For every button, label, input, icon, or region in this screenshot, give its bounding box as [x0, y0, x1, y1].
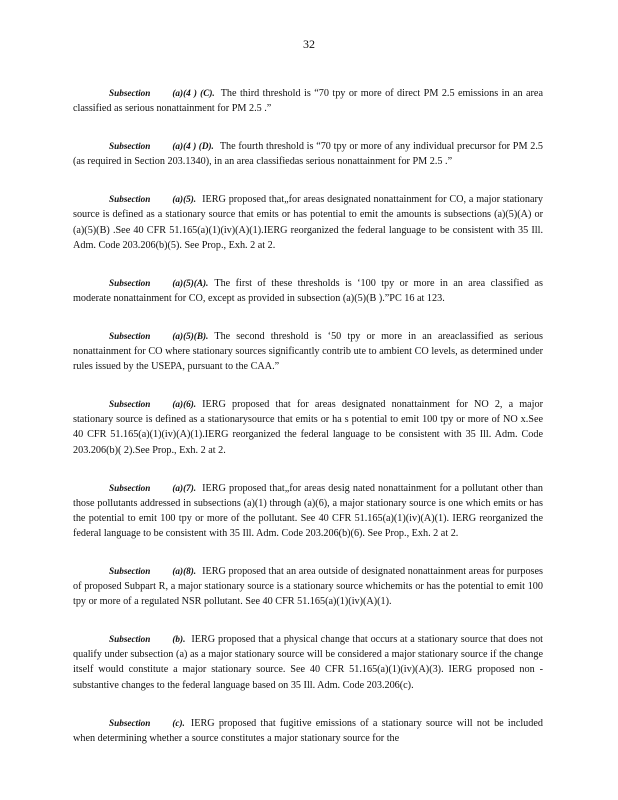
paragraph-a4c	[73, 86, 543, 116]
subsection-ref: (a)(7).	[172, 482, 197, 493]
paragraph-text: IERG proposed that an area outside of designated nonattainment areas for purposes of proposed Subpart R, a major stationary source is a stationary source whichemits or has the potential to emit 100 tpy or more of a regulated NSR pollutant. See 40 CFR 51.165(a)(1)(iv)(A)(1).	[73, 565, 543, 608]
paragraph-c	[73, 716, 543, 746]
subsection-ref: (a)(6).	[172, 399, 197, 410]
subsection-label: Subsection	[109, 565, 151, 576]
paragraph-text: The second threshold is ‘50 tpy or more in an areaclassified as serious nonattainment for CO where stationary sources significantly contrib ute to ambient CO levels, as determined under rules issued by the USEPA, pursuant to the CAA.”	[73, 330, 543, 373]
subsection-ref: (a)(5).	[172, 194, 197, 205]
subsection-ref: (c).	[172, 717, 185, 728]
paragraph-a6	[73, 397, 543, 457]
paragraph-a7	[73, 481, 543, 541]
subsection-ref: (a)(5)(A).	[172, 277, 209, 288]
subsection-ref: (a)(4 ) (D).	[172, 141, 214, 152]
subsection-ref: (a)(5)(B).	[172, 330, 209, 341]
subsection-label: Subsection	[109, 277, 151, 288]
subsection-label: Subsection	[109, 88, 151, 98]
paragraph-a5a	[73, 276, 543, 306]
subsection-label: Subsection	[109, 482, 151, 493]
subsection-label: Subsection	[109, 194, 151, 205]
paragraph-text: The first of these thresholds is ‘100 tpy or more in an area classified as moderate nonattainment for CO, except as provided in subsection (a)(5)(B ).”PC 16 at 123.	[73, 277, 543, 304]
paragraph-text: The third threshold is “70 tpy or more of direct PM 2.5 emissions in an area classified as serious nonattainment for PM 2.5 .”	[73, 88, 543, 115]
paragraph-a4d	[73, 139, 543, 169]
paragraph-text: IERG proposed that„for areas desig nated nonattainment for a pollutant other than those pollutants addressed in subsections (a)(1) through (a)(6), a major stationary source is one which emits or has the potential to emit 100 tpy or more of the pollutant. See 40 CFR 51.165(a)(1)(iv)(A)(1). IERG reorganized the federal language to be consistent with 35 Ill. Adm. Code 203.206(b)(6). See Prop., Exh. 2 at 2.	[73, 482, 543, 539]
document-body	[73, 86, 543, 769]
subsection-label: Subsection	[109, 717, 151, 728]
paragraph-text: IERG proposed that fugitive emissions of a stationary source will not be included when determining whether a source constitutes a major stationary source for the	[73, 717, 543, 744]
paragraph-a8	[73, 564, 543, 609]
subsection-ref: (a)(4 ) (C).	[172, 88, 215, 98]
subsection-ref: (b).	[172, 634, 186, 645]
paragraph-a5	[73, 192, 543, 252]
paragraph-text: IERG proposed that for areas designated nonattainment for NO 2, a major stationary source is defined as a stationarysource that emits or ha s potential to emit 100 tpy or more of NO x.See 40 CFR 51.165(a)(1)(iv)(A)(1).IERG reorganized the federal language to be consistent with 35 Ill. Adm. Code 203.206(b)( 2).See Prop., Exh. 2 at 2.	[73, 399, 543, 456]
subsection-label: Subsection	[109, 634, 151, 645]
paragraph-a5b	[73, 329, 543, 374]
subsection-label: Subsection	[109, 330, 151, 341]
subsection-label: Subsection	[109, 141, 151, 152]
paragraph-text: IERG proposed that a physical change that occurs at a stationary source that does not qualify under subsection (a) as a major stationary source will be considered a major stationary source if the change itself would constitute a major stationary source. See 40 CFR 51.165(a)(1)(iv)(A)(3). IERG proposed non -substantive changes to the federal language based on 35 Ill. Adm. Code 203.206(c).	[73, 634, 543, 691]
page-number: 32	[303, 37, 315, 51]
subsection-ref: (a)(8).	[172, 565, 197, 576]
paragraph-b	[73, 632, 543, 692]
subsection-label: Subsection	[109, 399, 151, 410]
paragraph-text: The fourth threshold is “70 tpy or more of any individual precursor for PM 2.5 (as required in Section 203.1340), in an area classifiedas serious nonattainment for PM 2.5 .”	[73, 141, 543, 168]
paragraph-text: IERG proposed that„for areas designated nonattainment for CO, a major stationary source is defined as a stationary source that emits or has potential to emit the amounts is subsections (a)(5)(A) or (a)(5)(B) .See 40 CFR 51.165(a)(1)(iv)(A)(1).IERG reorganized the federal language to be consistent with 35 Ill. Adm. Code 203.206(b)(5). See Prop., Exh. 2 at 2.	[73, 194, 543, 251]
